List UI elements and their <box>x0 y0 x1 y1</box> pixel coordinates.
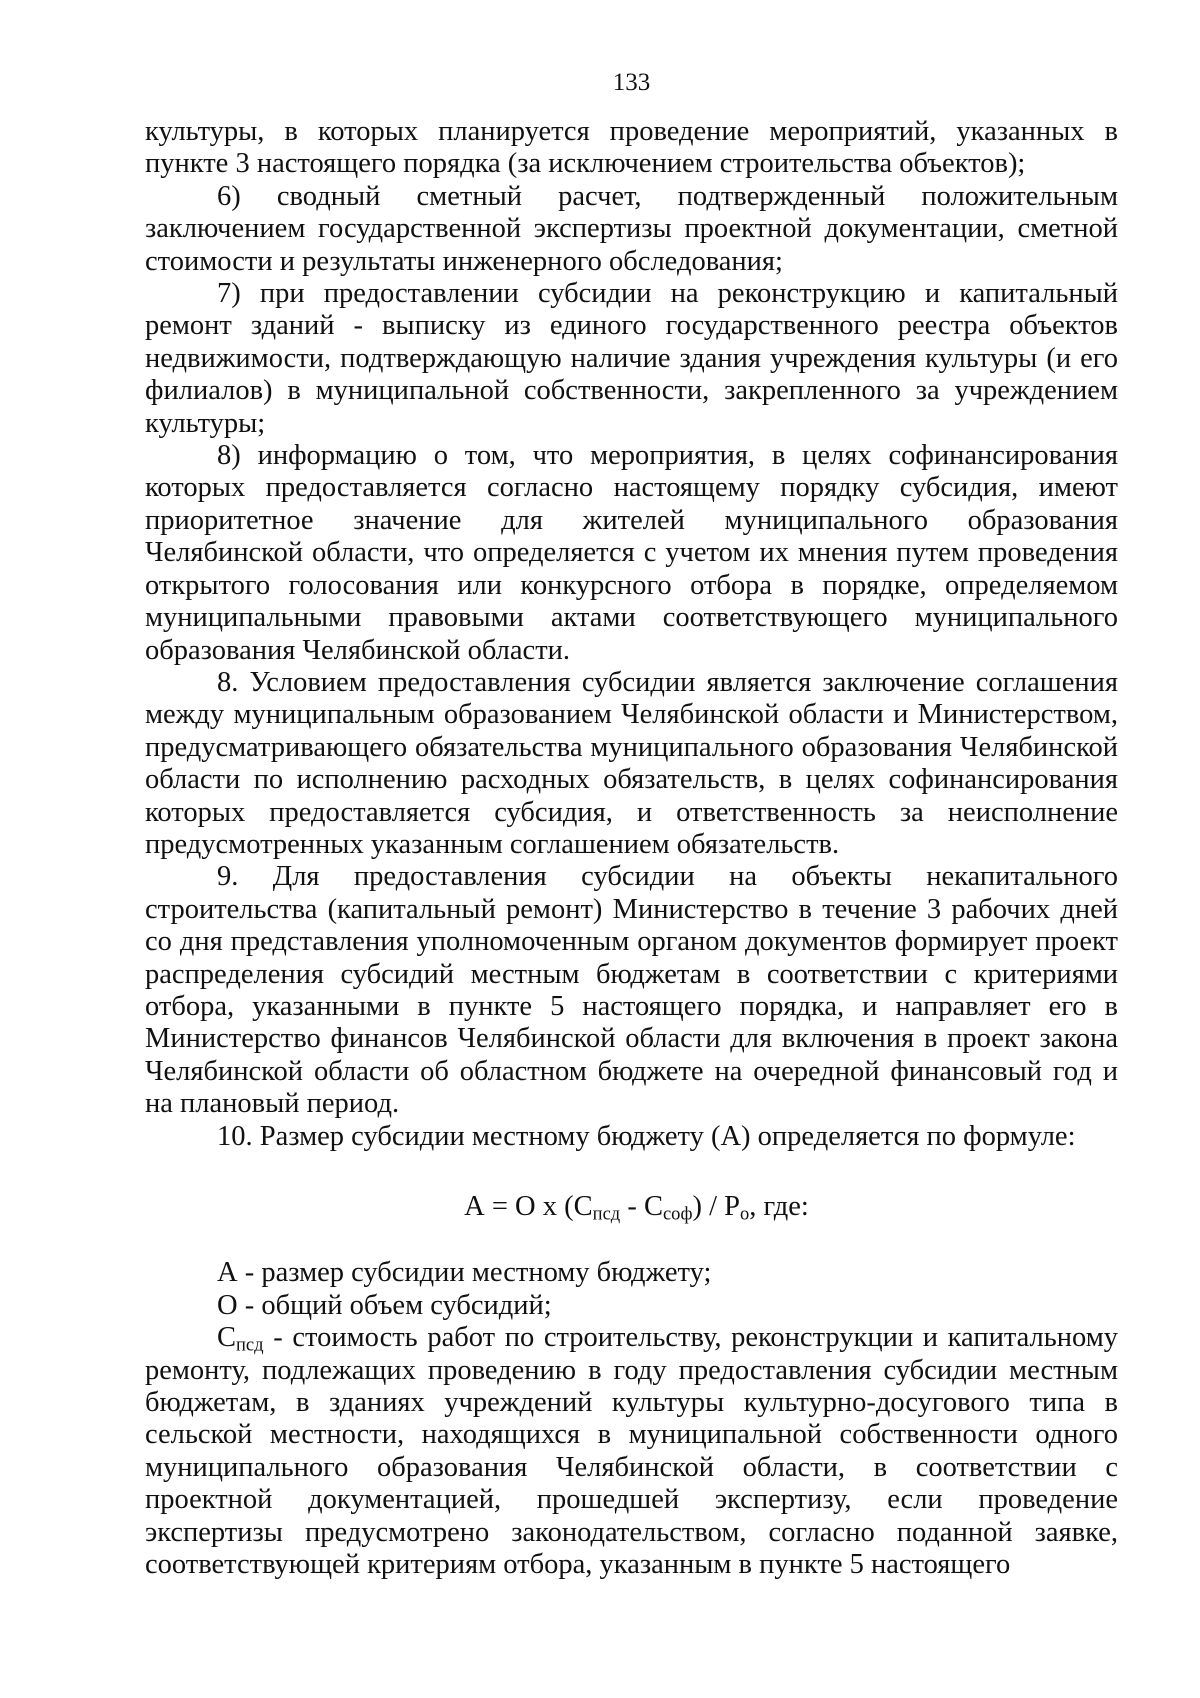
list-item-8: 8) информацию о том, что мероприятия, в целях софинансирования которых предоставляется согласно настоящему порядку субсидия, имеют приоритетное значение для жителей муниципального образования Челябинской области, что определяется с учетом их мнения путем проведения открытого голосования или конкурсного отбора в порядке, определяемом муниципальными правовыми актами соответствующего муниципального образования Челябинской области. <box>145 440 1118 666</box>
definition-c-psd <box>145 1322 1118 1581</box>
clause-8: 8. Условием предоставления субсидии является заключение соглашения между муниципальным образованием Челябинской области и Министерством, предусматривающего обязательства муниципального образования Челябинской области по исполнению расходных обязательств, в целях софинансирования которых предоставляется субсидия, и ответственность за неисполнение предусмотренных указанным соглашением обязательств. <box>145 666 1118 860</box>
page-number: 133 <box>612 69 651 96</box>
formula-mid1: - С <box>620 1191 663 1222</box>
definition-o: О - общий объем субсидий; <box>217 1289 552 1321</box>
paragraph-continuation: культуры, в которых планируется проведение мероприятий, указанных в пункте 3 настоящего порядка (за исключением строительства объектов); <box>145 116 1118 180</box>
list-item-7: 7) при предоставлении субсидии на реконструкцию и капитальный ремонт зданий - выписку из единого государственного реестра объектов недвижимости, подтверждающую наличие здания учреждения культуры (и его филиалов) в муниципальной собственности, закрепленного за учреждением культуры; <box>145 278 1118 439</box>
definition-symbol: С <box>217 1322 237 1354</box>
list-item-6: 6) сводный сметный расчет, подтвержденный положительным заключением государственной экспертизы проектной документации, сметной стоимости и результаты инженерного обследования; <box>145 180 1118 277</box>
clause-10: 10. Размер субсидии местному бюджету (А) определяется по формуле: <box>217 1120 1076 1152</box>
formula-sub-psd: псд <box>592 1203 621 1225</box>
document-body <box>145 116 1118 1581</box>
definition-a: А - размер субсидии местному бюджету; <box>217 1257 712 1289</box>
formula-mid2: ) / Р <box>692 1191 740 1222</box>
definition-symbol-sub: псд <box>236 1334 264 1356</box>
formula-tail: , где: <box>749 1191 809 1222</box>
clause-9: 9. Для предоставления субсидии на объекты некапитального строительства (капитальный ремонт) Министерство в течение 3 рабочих дней со дня представления уполномоченным органом документов формирует проект распределения субсидий местным бюджетам в соответствии с критериями отбора, указанными в пункте 5 настоящего порядка, и направляет его в Министерство финансов Челябинской области для включения в проект закона Челябинской области об областном бюджете на очередной финансовый год и на плановый период. <box>145 861 1118 1120</box>
subsidy-formula <box>145 1191 1118 1223</box>
definition-text: - стоимость работ по строительству, реконструкции и капитальному ремонту, подлежащих проведению в году предоставления субсидии местным бюджетам, в зданиях учреждений культуры культурно-досугового типа в сельской местности, находящихся в муниципальной собственности одного муниципального образования Челябинской области, в соответствии с проектной документацией, прошедшей экспертизу, если проведение экспертизы предусмотрено законодательством, согласно поданной заявке, соответствующей критериям отбора, указанным в пункте 5 настоящего <box>145 1322 1118 1581</box>
formula-sub-sof: соф <box>662 1203 693 1225</box>
formula-lhs: А = О x (С <box>464 1191 593 1222</box>
formula-sub-o: о <box>739 1203 750 1225</box>
